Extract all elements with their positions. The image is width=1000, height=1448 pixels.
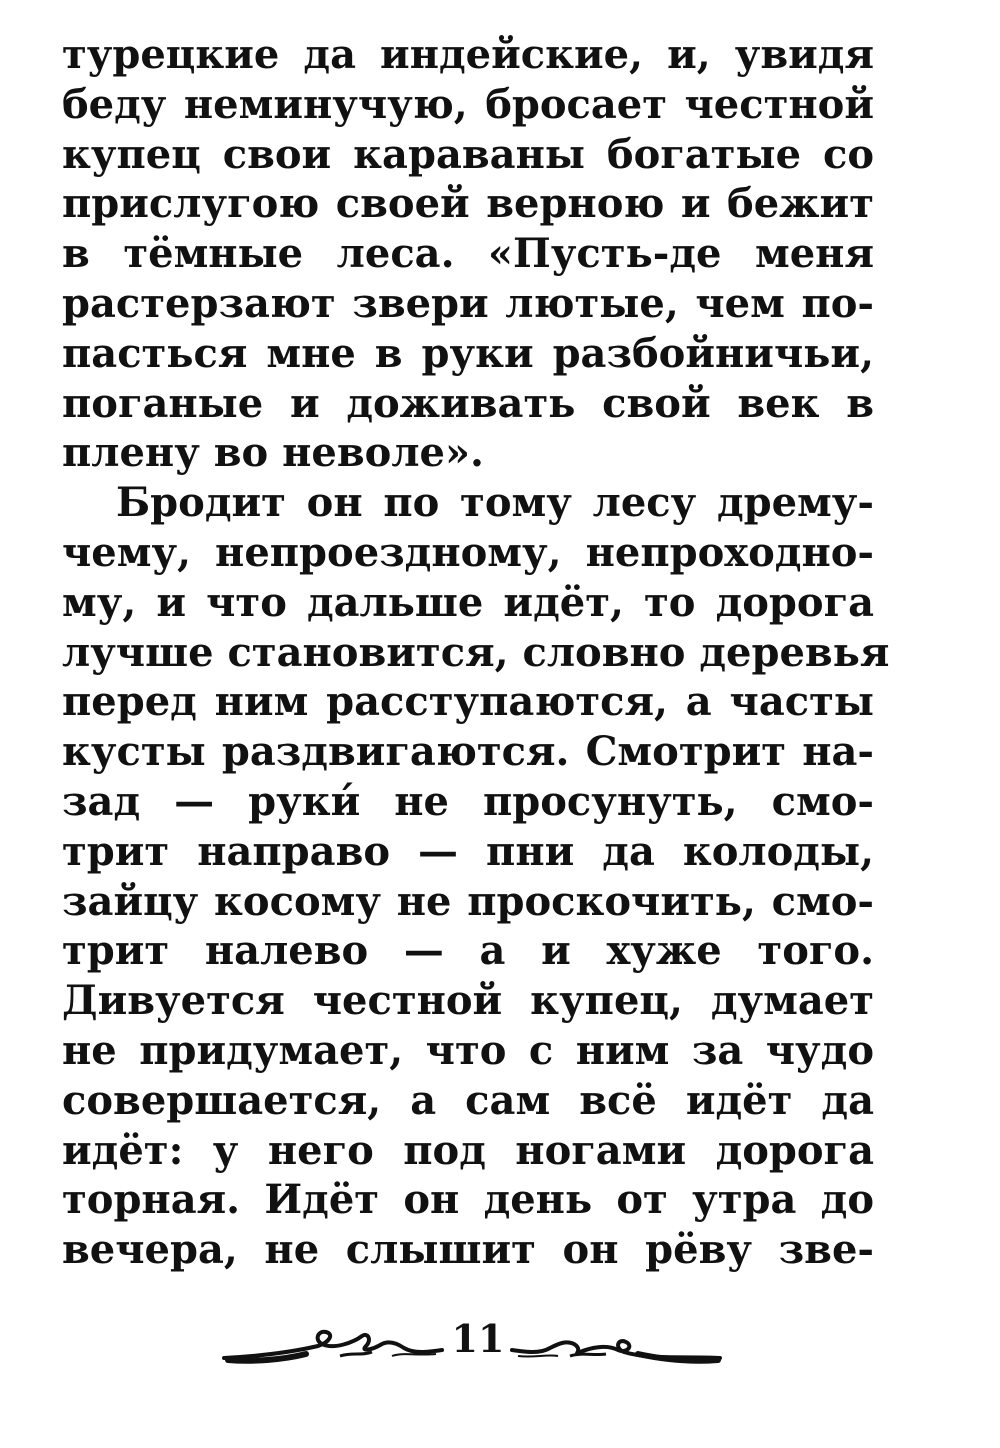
vignette-flourish-left-icon <box>222 1322 444 1366</box>
text-line: му, и что дальше идёт, то дорога <box>62 578 874 626</box>
text-line: Дивуется честной купец, думает <box>62 977 874 1025</box>
text-line: вечера, не слышит он рёву зве- <box>62 1226 874 1274</box>
paragraph-first-line: Бродит он по тому лесу дрему- <box>116 479 874 527</box>
text-line: в тёмные леса. «Пусть-де меня <box>62 230 874 278</box>
text-line: купец свои караваны богатые со <box>62 130 874 178</box>
text-line: зайцу косому не проскочить, смо- <box>62 877 874 925</box>
text-line: турецкие да индейские, и, увидя <box>62 31 874 78</box>
text-line: прислугою своей верною и бежит <box>62 180 874 228</box>
text-line: чему, непроездному, непроходно- <box>62 528 874 576</box>
page-number: 11 <box>451 1316 505 1361</box>
text-line: не придумает, что с ним за чудо <box>62 1026 874 1074</box>
body-text <box>62 30 890 1275</box>
text-line: беду неминучую, бросает честной <box>62 80 874 128</box>
text-line: торная. Идёт он день от утра до <box>62 1176 874 1224</box>
text-line: перед ним расступаются, а часты <box>62 678 874 726</box>
text-line: совершается, а сам всё идёт да <box>62 1076 874 1124</box>
vignette-flourish-right-icon <box>510 1322 722 1366</box>
text-line: трит направо — пни да колоды, <box>62 827 874 875</box>
text-line: лучше становится, словно деревья <box>62 628 890 676</box>
text-line: поганые и доживать свой век в <box>62 379 874 427</box>
text-line: плену во неволе». <box>62 429 484 477</box>
text-line: кусты раздвигаются. Смотрит на- <box>62 728 874 776</box>
page-footer <box>0 1316 1000 1376</box>
text-line: идёт: у него под ногами дорога <box>62 1126 874 1174</box>
text-line: зад — руки́ не просунуть, смо- <box>62 777 874 825</box>
text-line: трит налево — а и хуже того. <box>62 927 874 975</box>
text-line: растерзают звери лютые, чем по- <box>62 279 874 327</box>
text-line: пасться мне в руки разбойничьи, <box>62 329 874 377</box>
